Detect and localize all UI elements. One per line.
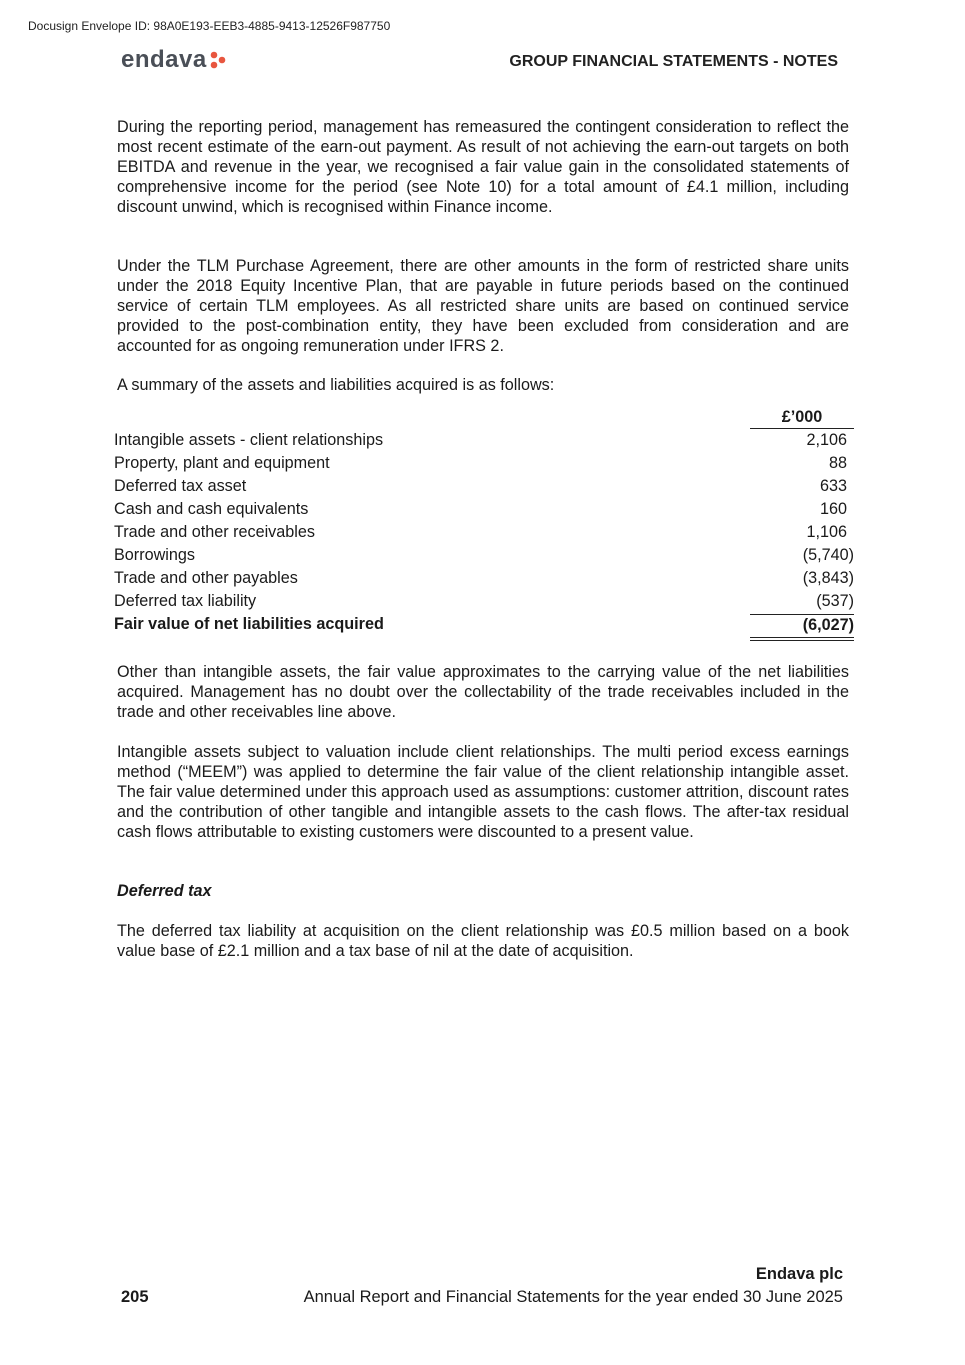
row-label: Borrowings (114, 546, 195, 564)
table-row (114, 544, 854, 567)
row-label: Deferred tax asset (114, 477, 247, 495)
row-value: 160 (819, 500, 847, 518)
section-title: GROUP FINANCIAL STATEMENTS - NOTES (509, 53, 838, 70)
row-label: Cash and cash equivalents (114, 500, 309, 518)
row-label: Trade and other receivables (114, 523, 315, 541)
logo-text: endava (121, 46, 207, 73)
row-value: (537) (816, 592, 854, 610)
footer-report-title: Annual Report and Financial Statements for the year ended 30 June 2025 (303, 1288, 843, 1306)
page-number: 205 (121, 1288, 149, 1306)
subheading-deferred-tax: Deferred tax (117, 882, 212, 900)
total-value: (6,027) (750, 614, 854, 636)
row-value: 1,106 (806, 523, 847, 541)
row-value: (3,843) (802, 569, 854, 587)
row-value: 633 (819, 477, 847, 495)
endava-dots-logo-icon (210, 51, 226, 69)
table-row (114, 452, 854, 475)
row-label: Intangible assets - client relationships (114, 431, 384, 449)
row-label: Deferred tax liability (114, 592, 257, 610)
table-row (114, 567, 854, 590)
table-row (114, 590, 854, 613)
paragraph-intangible-valuation: Intangible assets subject to valuation include client relationships. The multi period excess earnings method (“MEEM”) was applied to determine the fair value of the client relationship intangible asset. The fair value determined under this approach used as assumptions: customer attrition, discount rates and the contribution of other tangible and intangible assets to the cash flows. The after-tax residual cash flows attributable to existing customers were discounted to a present value. (117, 743, 849, 841)
total-label: Fair value of net liabilities acquired (114, 615, 384, 633)
paragraph-tlm-agreement: Under the TLM Purchase Agreement, there are other amounts in the form of restricted share units under the 2018 Equity Incentive Plan, that are payable in future periods based on the continued service of certain TLM employees. As all restricted share units are based on continued service provided to the post-combination entity, they have been excluded from consideration and are accounted for as ongoing remuneration under IFRS 2. (117, 257, 849, 355)
row-label: Property, plant and equipment (114, 454, 330, 472)
paragraph-deferred-tax: The deferred tax liability at acquisition on the client relationship was £0.5 million based on a book value base of £2.1 million and a tax base of nil at the date of acquisition. (117, 922, 849, 960)
table-row (114, 429, 854, 452)
paragraph-fair-value-note: Other than intangible assets, the fair value approximates to the carrying value of the net liabilities acquired. Management has no doubt over the collectability of the trade receivables included in the trade and other receivables line above. (117, 663, 849, 721)
paragraph-summary-intro: A summary of the assets and liabilities acquired is as follows: (117, 376, 555, 394)
endava-logo (121, 48, 226, 72)
table-row (114, 521, 854, 544)
row-value: 88 (828, 454, 847, 472)
row-value: 2,106 (806, 431, 847, 449)
docusign-envelope-id: Docusign Envelope ID: 98A0E193-EEB3-4885-9413-12526F987750 (28, 19, 391, 33)
table-row (114, 475, 854, 498)
table-total-row (114, 613, 854, 636)
column-header-gbp-thousands: £’000 (750, 406, 854, 429)
row-value: (5,740) (802, 546, 854, 564)
footer-company-name: Endava plc (755, 1265, 843, 1283)
table-row (114, 498, 854, 521)
paragraph-contingent-consideration: During the reporting period, management has remeasured the contingent consideration to reflect the most recent estimate of the earn-out payment. As result of not achieving the earn-out targets on both EBITDA and revenue in the year, we recognised a fair value gain in the consolidated statements of comprehensive income for the period (see Note 10) for a total amount of £4.1 million, including discount unwind, which is recognised within Finance income. (117, 118, 849, 216)
row-label: Trade and other payables (114, 569, 298, 587)
